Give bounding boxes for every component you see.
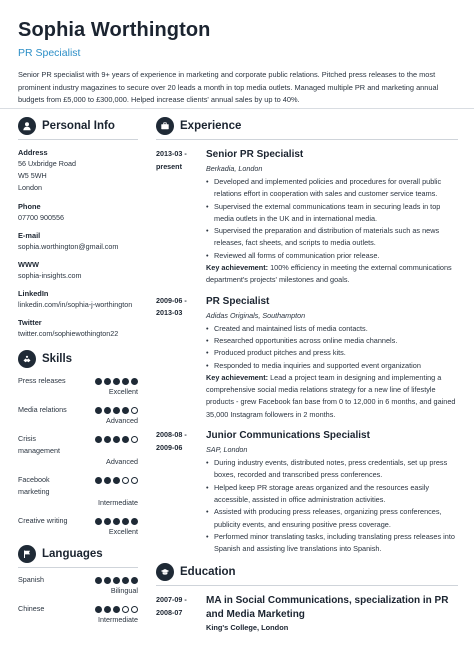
job-dates [156,148,206,287]
rating-dot-filled [113,477,120,484]
resume-header [0,0,474,109]
rating-dot-filled [122,407,129,414]
job-entry [156,429,458,555]
rating-dot-filled [131,518,138,525]
experience-section [156,116,458,555]
languages-heading [18,544,138,564]
job-bullet: • Researched opportunities across online media channels. [206,335,458,347]
education-section [156,562,458,634]
skill-item [18,375,138,398]
rating-dot-filled [122,378,129,385]
key-achievement-text: 100% efficiency in meeting the external communications department's projects' milestones and goals. [206,263,452,285]
rating-dot-filled [122,518,129,525]
skill-level: Excellent [108,526,138,536]
job-date-start: 2008-08 - [156,430,187,440]
job-title: Senior PR Specialist [206,149,304,160]
job-dates [156,429,206,555]
email-label: E-mail [18,230,41,240]
left-column [18,116,138,626]
language-name: Chinese [18,603,45,613]
job-bullet: • Assisted with producing press releases, organizing press conferences, publicity events, and ensuring positive press coverage. [206,506,458,531]
rating-dot-filled [104,378,111,385]
skill-rating [95,378,138,385]
rating-dot-filled [113,518,120,525]
skill-item [18,433,138,468]
section-divider [18,139,138,140]
language-rating [95,606,138,613]
linkedin-label: LinkedIn [18,289,49,299]
skill-item [18,404,138,427]
candidate-name: Sophia Worthington [18,19,211,41]
experience-heading [156,116,458,136]
address-line: 56 Uxbridge Road [18,159,76,168]
language-level: Bilingual [110,585,138,595]
job-date-start: 2009-06 - [156,295,187,305]
rating-dot-filled [104,606,111,613]
skill-item [18,474,138,509]
rating-dot-filled [113,378,120,385]
rating-dot-filled [113,436,120,443]
person-icon [18,117,36,135]
personal-info-section [18,116,138,341]
job-date-end: present [156,161,182,171]
rating-dot-empty [122,606,129,613]
job-date-start: 2013-03 - [156,149,187,158]
website-link[interactable]: sophia-insights.com [18,271,82,281]
job-bullets [206,323,458,372]
skills-heading [18,349,138,369]
briefcase-icon [156,117,174,135]
skill-item [18,515,138,538]
skill-rating [95,407,138,414]
rating-dot-filled [131,577,138,584]
section-divider [18,567,138,568]
job-company: SAP, London [206,445,248,455]
skill-name: Creative writing [18,515,68,525]
rating-dot-filled [113,606,120,613]
rating-dot-empty [122,477,129,484]
rating-dot-filled [104,436,111,443]
job-bullet: • Helped keep PR storage areas organized and the resources easily accessible, assisted in office administration activities. [206,482,458,507]
job-dates [156,295,206,421]
rating-dot-filled [95,518,102,525]
rating-dot-empty [131,606,138,613]
language-item [18,574,138,597]
address-line: W5 5WH [18,171,47,181]
skill-name: Crisis management [18,433,60,455]
language-rating [95,577,138,584]
education-dates [156,594,206,634]
email-link[interactable]: sophia.worthington@gmail.com [18,241,119,251]
skill-rating [95,518,138,525]
skill-level: Intermediate [98,497,138,507]
key-achievement-label: Key achievement: [206,372,269,382]
personal-info-title: Personal Info [42,120,115,132]
rating-dot-filled [104,407,111,414]
job-bullets [206,457,458,555]
skill-rating [95,477,138,484]
job-date-end: 2013-03 [156,308,183,318]
rating-dot-filled [113,407,120,414]
candidate-role: PR Specialist [18,47,81,59]
job-bullets [206,176,458,262]
skill-name: Facebook marketing [18,474,50,496]
job-bullet: • Produced product pitches and press kits. [206,347,458,359]
education-title: Education [180,566,236,579]
personal-info-heading [18,116,138,136]
job-entry [156,148,458,287]
job-bullet: • Reviewed all forms of communication prior release. [206,250,458,262]
job-entry [156,295,458,421]
job-bullet: • Supervised the preparation and distribution of materials such as news releases, fact sheets, and scripts to media outlets. [206,225,458,250]
address-label: Address [18,148,48,157]
job-company: Adidas Originals, Southampton [206,310,306,320]
rating-dot-filled [95,378,102,385]
languages-title: Languages [42,547,103,560]
job-company: Berkadia, London [206,164,263,173]
job-date-end: 2009-06 [156,442,183,452]
graduation-cap-icon [156,563,174,581]
rating-dot-filled [95,436,102,443]
language-name: Spanish [18,574,44,584]
degree-title: MA in Social Communications, specialization in PR and Media Marketing [206,595,449,620]
job-title: Junior Communications Specialist [206,430,370,442]
school-name: King's College, London [206,623,289,633]
language-level: Intermediate [98,614,138,624]
profile-summary: Senior PR specialist with 9+ years of experience in marketing and corporate public relations. Pitched press releases to the most prominent industry magazines to secure over 20 leads a month in top media outlets. Managed multiple PR and marketing annual budgets from £5,000 to £300,000. Helped increase clients' annual sales by up to 40%. [18,70,439,104]
key-achievement-text: Lead a project team in designing and implementing a comprehensive social media relations strategy for a new line of lifestyle products - grew Facebook fan base from 0 to 12,000 in 6 months, and gained 35,000 Instagram followers in 2 months. [206,372,456,419]
linkedin-link[interactable]: linkedin.com/in/sophia-j-worthington [18,300,133,310]
rating-dot-filled [122,577,129,584]
right-column [156,116,458,634]
rating-dot-filled [131,378,138,385]
rating-dot-filled [104,477,111,484]
skills-section [18,349,138,538]
key-achievement-label: Key achievement: [206,263,269,273]
hands-icon [18,350,36,368]
job-bullet: • Responded to media inquiries and supported event organization [206,360,458,372]
key-achievement [206,262,458,287]
languages-section [18,544,138,626]
skill-level: Excellent [108,386,138,396]
skill-name: Media relations [18,404,67,414]
job-bullet: • Created and maintained lists of media contacts. [206,323,458,335]
education-date-end: 2008-07 [156,607,183,617]
job-bullet: • Performed minor translating tasks, including translating press releases into Spanish and assisting live translations into Spanish. [206,531,458,556]
section-divider [156,139,458,140]
www-label: WWW [18,260,39,270]
education-heading [156,562,458,582]
rating-dot-filled [104,577,111,584]
rating-dot-empty [131,407,138,414]
rating-dot-filled [95,606,102,613]
education-entry [156,594,458,634]
twitter-label: Twitter [18,318,42,328]
section-divider [156,585,458,586]
rating-dot-filled [122,436,129,443]
rating-dot-filled [95,577,102,584]
rating-dot-filled [113,577,120,584]
skill-level: Advanced [106,456,138,466]
job-title: PR Specialist [206,295,270,307]
skill-rating [95,436,138,443]
skill-name: Press releases [18,375,66,385]
job-bullet: • During industry events, distributed notes, press credentials, set up press boxes, recorded and transcribed press conferences. [206,457,458,482]
contact-details [18,148,138,341]
job-bullet: • Developed and implemented policies and procedures for overall public relations effort in cooperation with sales and customer service teams. [206,176,458,201]
job-bullet: • Supervised the external communications team in securing leads in top media outlets in the UK and in international media. [206,201,458,226]
language-item [18,603,138,626]
rating-dot-filled [95,477,102,484]
experience-title: Experience [180,120,242,132]
phone-value: 07700 900556 [18,212,64,222]
skill-level: Advanced [106,415,138,425]
rating-dot-empty [131,436,138,443]
address-line: London [18,183,42,193]
rating-dot-empty [131,477,138,484]
phone-label: Phone [18,201,41,211]
education-date-start: 2007-09 - [156,595,187,605]
key-achievement [206,372,458,421]
rating-dot-filled [104,518,111,525]
rating-dot-filled [95,407,102,414]
flag-icon [18,545,36,563]
skills-title: Skills [42,352,73,365]
twitter-link[interactable]: twitter.com/sophiewothington22 [18,329,119,339]
